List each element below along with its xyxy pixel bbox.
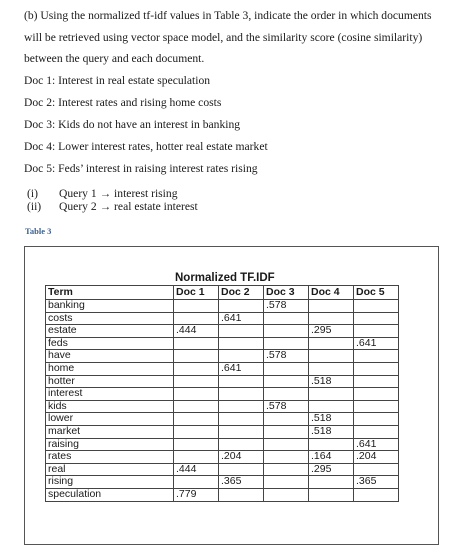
value-cell [219,400,264,413]
query-number: (ii) [27,200,42,213]
term-cell: costs [46,312,174,325]
table-row [46,312,399,325]
value-cell: .365 [219,476,264,489]
value-cell [264,488,309,501]
value-cell [174,451,219,464]
value-cell: .444 [174,463,219,476]
value-cell [309,476,354,489]
value-cell: .578 [264,350,309,363]
term-cell: feds [46,337,174,350]
question-line-2: will be retrieved using vector space model, and the similarity score (cosine similarity) [24,31,423,44]
table-body [46,300,399,502]
table-row [46,413,399,426]
value-cell: .578 [264,400,309,413]
value-cell [309,400,354,413]
term-cell: home [46,362,174,375]
value-cell [264,312,309,325]
value-cell [264,425,309,438]
term-cell: banking [46,300,174,313]
value-cell [309,362,354,375]
value-cell [264,463,309,476]
table-row [46,350,399,363]
table-caption: Table 3 [25,226,52,236]
term-cell: raising [46,438,174,451]
term-cell: interest [46,388,174,401]
value-cell [174,375,219,388]
value-cell [354,425,399,438]
value-cell [354,400,399,413]
header-doc-1: Doc 1 [174,286,219,300]
term-cell: market [46,425,174,438]
table-row [46,388,399,401]
value-cell [174,312,219,325]
term-cell: hotter [46,375,174,388]
value-cell [174,300,219,313]
value-cell [354,362,399,375]
table-row [46,337,399,350]
value-cell: .295 [309,463,354,476]
value-cell: .641 [354,337,399,350]
header-doc-2: Doc 2 [219,286,264,300]
value-cell: .578 [264,300,309,313]
table-header-row [46,286,399,300]
value-cell [354,463,399,476]
value-cell [264,337,309,350]
value-cell: .295 [309,325,354,338]
value-cell [264,451,309,464]
value-cell [219,337,264,350]
term-cell: speculation [46,488,174,501]
value-cell: .164 [309,451,354,464]
value-cell: .365 [354,476,399,489]
table-row [46,300,399,313]
value-cell [354,388,399,401]
query-2 [27,200,198,213]
value-cell: .518 [309,375,354,388]
value-cell [309,337,354,350]
table-row [46,451,399,464]
value-cell [309,312,354,325]
value-cell [174,388,219,401]
query-number: (i) [27,187,38,200]
value-cell: .204 [354,451,399,464]
value-cell [264,438,309,451]
value-cell: .641 [219,312,264,325]
value-cell [264,375,309,388]
header-term: Term [46,286,174,300]
table-row [46,425,399,438]
value-cell: .444 [174,325,219,338]
value-cell [219,438,264,451]
question-line-3: between the query and each document. [24,52,205,65]
value-cell [174,400,219,413]
value-cell [219,350,264,363]
term-cell: lower [46,413,174,426]
table-title: Normalized TF.IDF [175,272,275,284]
value-cell: .518 [309,425,354,438]
term-cell: rising [46,476,174,489]
doc-3: Doc 3: Kids do not have an interest in banking [24,118,241,131]
value-cell [264,388,309,401]
table-row [46,375,399,388]
value-cell [309,488,354,501]
doc-2: Doc 2: Interest rates and rising home costs [24,96,222,109]
term-cell: rates [46,451,174,464]
value-cell [219,300,264,313]
value-cell: .641 [219,362,264,375]
term-cell: estate [46,325,174,338]
value-cell [354,413,399,426]
value-cell [264,325,309,338]
term-cell: real [46,463,174,476]
value-cell [174,350,219,363]
value-cell [309,300,354,313]
value-cell [174,476,219,489]
query-text: Query 2 → real estate interest [59,200,198,213]
value-cell [264,476,309,489]
value-cell [354,488,399,501]
term-cell: kids [46,400,174,413]
value-cell [354,312,399,325]
value-cell [174,362,219,375]
table-row [46,438,399,451]
header-doc-4: Doc 4 [309,286,354,300]
value-cell [219,413,264,426]
value-cell [309,438,354,451]
value-cell [174,413,219,426]
value-cell [309,350,354,363]
value-cell [309,388,354,401]
tfidf-table [45,285,399,502]
query-text: Query 1 → interest rising [59,187,178,200]
header-doc-5: Doc 5 [354,286,399,300]
table-row [46,325,399,338]
value-cell [354,375,399,388]
value-cell [264,413,309,426]
value-cell [354,325,399,338]
query-1 [27,187,178,200]
doc-1: Doc 1: Interest in real estate speculation [24,74,211,87]
doc-4: Doc 4: Lower interest rates, hotter real estate market [24,140,268,153]
value-cell [174,425,219,438]
value-cell [354,300,399,313]
value-cell [219,463,264,476]
value-cell [354,350,399,363]
header-doc-3: Doc 3 [264,286,309,300]
value-cell [219,488,264,501]
value-cell: .204 [219,451,264,464]
value-cell: .779 [174,488,219,501]
value-cell [219,425,264,438]
table-row [46,362,399,375]
table-row [46,463,399,476]
value-cell [219,388,264,401]
value-cell: .518 [309,413,354,426]
value-cell [264,362,309,375]
value-cell: .641 [354,438,399,451]
table-row [46,476,399,489]
value-cell [174,337,219,350]
value-cell [219,325,264,338]
value-cell [174,438,219,451]
table-row [46,400,399,413]
value-cell [219,375,264,388]
table-row [46,488,399,501]
term-cell: have [46,350,174,363]
doc-5: Doc 5: Feds’ interest in raising interest rates rising [24,162,258,175]
question-line-1: (b) Using the normalized tf-idf values in Table 3, indicate the order in which documents [24,9,432,22]
